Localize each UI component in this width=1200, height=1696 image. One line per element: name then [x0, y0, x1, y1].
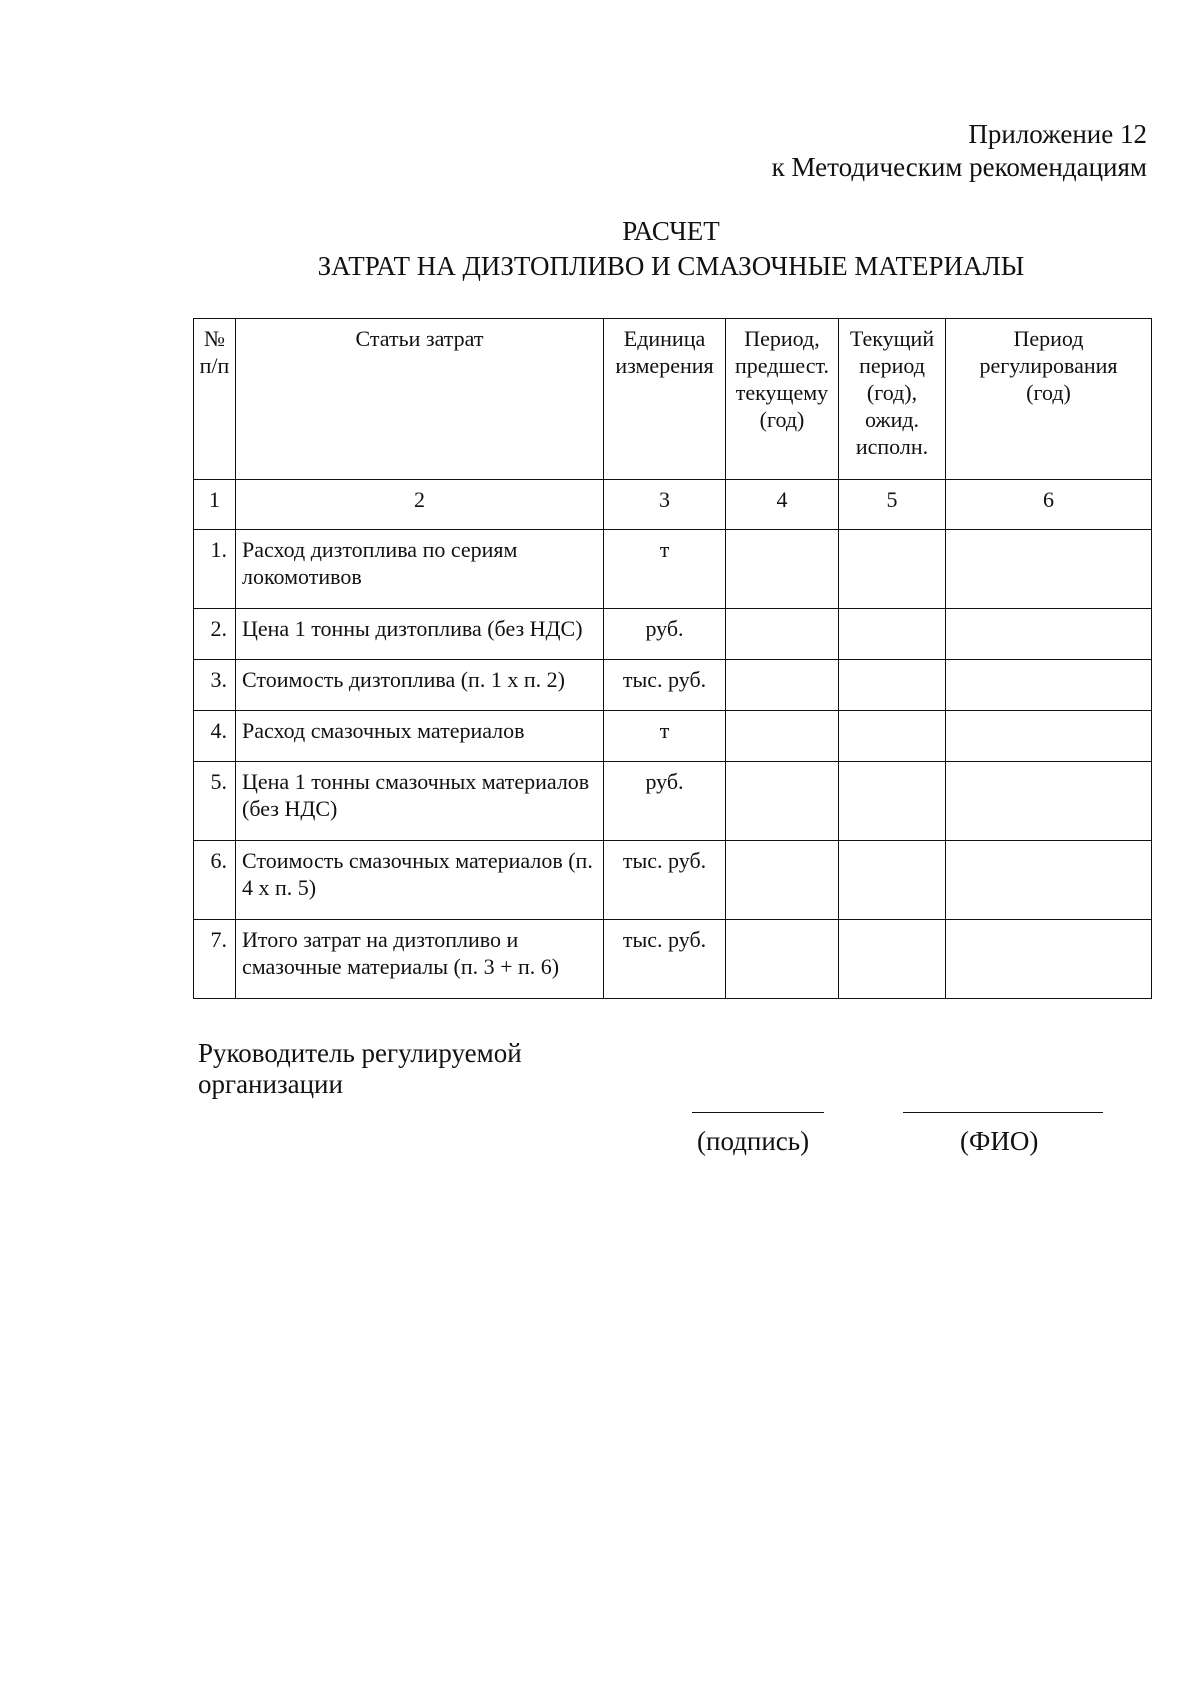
regulation-period-value: [946, 841, 1152, 920]
full-name-line: [903, 1112, 1103, 1113]
column-number-row: [194, 480, 1152, 530]
unit-of-measure: тыс. руб.: [604, 841, 726, 920]
header-cell-current-period: Текущий период (год), ожид. исполн.: [839, 319, 946, 480]
header-cell-number: № п/п: [194, 319, 236, 480]
appendix-target: к Методическим рекомендациям: [771, 152, 1147, 182]
row-number: 1.: [194, 530, 236, 609]
header-cell-item: Статьи затрат: [236, 319, 604, 480]
regulation-period-value: [946, 762, 1152, 841]
current-period-value: [839, 762, 946, 841]
current-period-value: [839, 711, 946, 762]
header-cell-previous-period: Период, предшест. текущему (год): [726, 319, 839, 480]
unit-of-measure: т: [604, 530, 726, 609]
table-row: [194, 609, 1152, 660]
regulation-period-value: [946, 530, 1152, 609]
signatory-block: [198, 1038, 522, 1100]
regulation-period-value: [946, 660, 1152, 711]
table-header-row: [194, 319, 1152, 480]
table-row: [194, 841, 1152, 920]
previous-period-value: [726, 841, 839, 920]
regulation-period-value: [946, 609, 1152, 660]
cost-item: Стоимость смазочных материалов (п. 4 х п. 5): [236, 841, 604, 920]
cost-item: Расход дизтоплива по сериям локомотивов: [236, 530, 604, 609]
column-number: 2: [236, 480, 604, 530]
header-cell-regulation-period: Период регулирования (год): [946, 319, 1152, 480]
signature-line: [692, 1112, 824, 1113]
row-number: 5.: [194, 762, 236, 841]
unit-of-measure: тыс. руб.: [604, 920, 726, 999]
cost-item: Стоимость дизтоплива (п. 1 х п. 2): [236, 660, 604, 711]
regulation-period-value: [946, 920, 1152, 999]
column-number: 6: [946, 480, 1152, 530]
unit-of-measure: руб.: [604, 609, 726, 660]
signatory-title-line-1: Руководитель регулируемой: [198, 1038, 522, 1068]
row-number: 4.: [194, 711, 236, 762]
previous-period-value: [726, 762, 839, 841]
header-cell-unit: Единица измерения: [604, 319, 726, 480]
current-period-value: [839, 609, 946, 660]
regulation-period-value: [946, 711, 1152, 762]
document-title: [176, 214, 1166, 284]
cost-item: Итого затрат на дизтопливо и смазочные материалы (п. 3 + п. 6): [236, 920, 604, 999]
row-number: 6.: [194, 841, 236, 920]
table-row: [194, 920, 1152, 999]
column-number: 1: [194, 480, 236, 530]
current-period-value: [839, 920, 946, 999]
column-number: 4: [726, 480, 839, 530]
unit-of-measure: т: [604, 711, 726, 762]
appendix-number: Приложение 12: [968, 119, 1147, 149]
title-line-2: ЗАТРАТ НА ДИЗТОПЛИВО И СМАЗОЧНЫЕ МАТЕРИАЛЫ: [317, 251, 1025, 281]
current-period-value: [839, 530, 946, 609]
table-row: [194, 762, 1152, 841]
unit-of-measure: тыс. руб.: [604, 660, 726, 711]
previous-period-value: [726, 920, 839, 999]
signatory-title-line-2: организации: [198, 1069, 343, 1099]
column-number: 3: [604, 480, 726, 530]
title-line-1: РАСЧЕТ: [622, 216, 720, 246]
current-period-value: [839, 660, 946, 711]
table-row: [194, 711, 1152, 762]
row-number: 3.: [194, 660, 236, 711]
previous-period-value: [726, 711, 839, 762]
full-name-label: (ФИО): [960, 1126, 1039, 1156]
table-row: [194, 660, 1152, 711]
previous-period-value: [726, 530, 839, 609]
signature-label: (подпись): [697, 1126, 810, 1156]
cost-item: Цена 1 тонны смазочных материалов (без НДС): [236, 762, 604, 841]
previous-period-value: [726, 660, 839, 711]
table-row: [194, 530, 1152, 609]
current-period-value: [839, 841, 946, 920]
appendix-reference: [772, 118, 1147, 184]
row-number: 2.: [194, 609, 236, 660]
cost-item: Расход смазочных материалов: [236, 711, 604, 762]
row-number: 7.: [194, 920, 236, 999]
previous-period-value: [726, 609, 839, 660]
cost-item: Цена 1 тонны дизтоплива (без НДС): [236, 609, 604, 660]
unit-of-measure: руб.: [604, 762, 726, 841]
cost-calculation-table: [193, 318, 1152, 999]
column-number: 5: [839, 480, 946, 530]
